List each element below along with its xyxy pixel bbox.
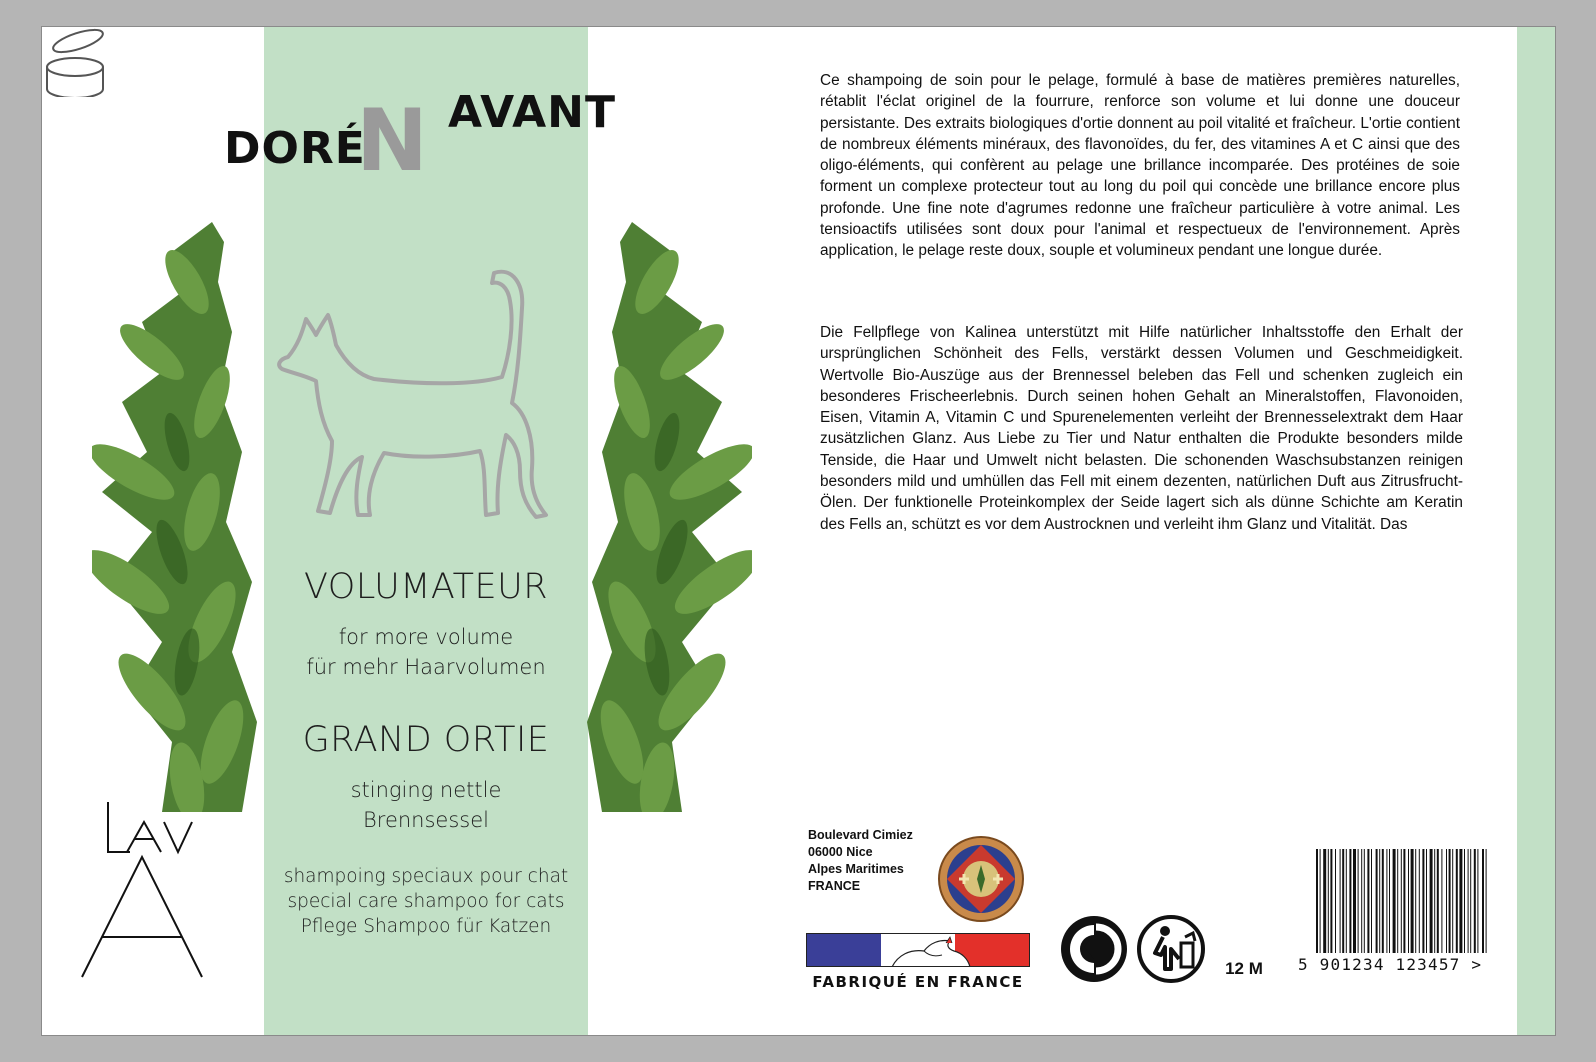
barcode-bar	[1340, 849, 1341, 953]
shampoo-description	[264, 864, 588, 939]
barcode-bar	[1376, 849, 1378, 953]
barcode-bar	[1482, 849, 1484, 953]
barcode-bar	[1446, 849, 1447, 953]
subtitle-de: für mehr Haarvolumen	[306, 655, 546, 679]
barcode-bar	[1430, 849, 1433, 953]
barcode-bar	[1459, 849, 1462, 953]
coat-of-arms-seal-icon	[937, 835, 1025, 923]
barcode-bar	[1367, 849, 1369, 953]
shampoo-desc-fr: shampoing speciaux pour chat	[283, 866, 569, 887]
address-line-country: FRANCE	[808, 879, 861, 893]
logo-avant-text: AVANT	[448, 87, 617, 138]
logo-dore-text: DORÉ	[224, 123, 366, 174]
barcode-bar	[1328, 849, 1329, 953]
barcode-bar	[1449, 849, 1451, 953]
manufacturer-address	[808, 827, 913, 895]
address-line-city: 06000 Nice	[808, 845, 873, 859]
volumateur-subtitle	[264, 622, 588, 682]
barcode-bar	[1403, 849, 1405, 953]
green-edge-stripe	[1517, 27, 1555, 1036]
subtitle-en: for more volume	[338, 625, 514, 649]
brand-logo	[224, 87, 664, 197]
ortie-subtitle-en: stinging nettle	[350, 778, 502, 802]
barcode-bar	[1441, 849, 1442, 953]
barcode-bar	[1393, 849, 1396, 953]
barcode-bar	[1358, 849, 1359, 953]
barcode-bar	[1434, 849, 1435, 953]
barcode-bar	[1452, 849, 1453, 953]
lav-monogram-logo	[72, 797, 222, 987]
barcode-bar	[1415, 849, 1416, 953]
barcode-bar	[1464, 849, 1465, 953]
period-after-opening-label: 12 M	[1225, 959, 1263, 978]
barcode-bar	[1401, 849, 1402, 953]
flag-border	[806, 933, 1030, 967]
barcode-bar	[1330, 849, 1332, 953]
product-title-volumateur: VOLUMATEUR	[303, 567, 549, 607]
barcode-bar	[1419, 849, 1420, 953]
nettle-plant-left-image	[92, 222, 262, 812]
barcode-bar	[1437, 849, 1439, 953]
made-in-france-badge	[806, 933, 1030, 993]
barcode-bar	[1382, 849, 1384, 953]
barcode-bar	[1486, 849, 1487, 953]
barcode-number: 5 901234 123457 >	[1298, 955, 1483, 974]
product-title-grand-ortie: GRAND ORTIE	[302, 720, 550, 760]
open-jar-icon	[42, 27, 108, 97]
address-line-region: Alpes Maritimes	[808, 862, 904, 876]
tidyman-recycle-icon	[1135, 913, 1207, 985]
cat-outline-icon	[274, 263, 564, 533]
barcode-bar	[1474, 849, 1476, 953]
barcode-bar	[1386, 849, 1387, 953]
green-dot-icon	[1058, 913, 1130, 985]
barcode-bar	[1468, 849, 1469, 953]
barcode-bar	[1335, 849, 1336, 953]
description-german: Die Fellpflege von Kalinea unterstützt mit Hilfe natürlicher Inhaltsstoffe den Erhalt der ursprünglichen Schönheit des Fells, verstärkt dessen Volumen und Geschmeidigkeit. Wertvolle Bio-Auszüge aus der Brennessel beleben das Fell und schenken zugleich ein besonderes Frischeerlebnis. Durch seinen hohen Gehalt an Mineralstoffen, Flavonoiden, Eisen, Vitamin A, Vitamin C und Spurenelementen verleiht der Brennesselextrakt dem Haar zusätzlichen Glanz. Aus Liebe zu Tier und Natur enthalten die Produkte besonders milde Tenside, die Haar und Umwelt nicht belasten. Die schonenden Waschsubstanzen reinigen besonders mild und umhüllen das Fell mit einem dezenten, natürlichen Duft aus Zitrusfrucht-Ölen. Der funktionelle Proteinkomplex der Seide lagert sich als dünne Schichte am Keratin des Fells an, schützt es vor dem Austrocknen und verleiht ihm Glanz und Vitalität. Das	[820, 324, 1463, 533]
barcode-image	[1314, 849, 1490, 957]
address-line-street: Boulevard Cimiez	[808, 828, 913, 842]
barcode-bar	[1320, 849, 1321, 953]
ortie-subtitle	[264, 775, 588, 835]
barcode-bar	[1379, 849, 1380, 953]
barcode-bar	[1411, 849, 1414, 953]
barcode-bar	[1426, 849, 1427, 953]
product-label	[41, 26, 1556, 1036]
shampoo-desc-en: special care shampoo for cats	[287, 891, 565, 912]
barcode-bar	[1349, 849, 1351, 953]
barcode-bar	[1470, 849, 1471, 953]
barcode-bar	[1316, 849, 1318, 953]
barcode-bar	[1353, 849, 1356, 953]
logo-n-letter: N	[356, 91, 429, 191]
barcode-bar	[1346, 849, 1347, 953]
barcode-bar	[1323, 849, 1326, 953]
shampoo-desc-de: Pflege Shampoo für Katzen	[300, 916, 552, 937]
ortie-subtitle-de: Brennsessel	[363, 808, 489, 832]
barcode-bar	[1371, 849, 1372, 953]
barcode-bar	[1456, 849, 1458, 953]
barcode-bar	[1422, 849, 1424, 953]
barcode-bar	[1397, 849, 1398, 953]
barcode-bar	[1361, 849, 1362, 953]
barcode-bar	[1364, 849, 1365, 953]
description-french: Ce shampoing de soin pour le pelage, formulé à base de matières premières naturelles, rétablit l'éclat originel de la fourrure, renforce son volume et lui donne une douceur persistante. Des extraits biologiques d'ortie donnent au poil vitalité et fraîcheur. L'ortie contient de nombreux éléments minéraux, des flavonoïdes, du fer, des vitamines A et C ainsi que des oligo-éléments, qui confèrent au pelage une brillance incomparée. Des protéines de soie forment un complexe protecteur tout au long du poil qui concède une brillance encore plus profonde. Une fine note d'agrumes redonne une fraîcheur particulière à votre animal. Les tensioactifs utilisées sont doux pour l'animal et respectueux de l'environnement. Après application, le pelage reste doux, souple et volumineux pendant une longue durée.	[820, 72, 1460, 260]
barcode-bar	[1342, 849, 1344, 953]
barcode-bar	[1389, 849, 1390, 953]
nettle-plant-right-image	[582, 222, 752, 812]
barcode-bar	[1408, 849, 1409, 953]
barcode-bar	[1477, 849, 1478, 953]
made-in-france-text: FABRIQUÉ EN FRANCE	[812, 973, 1024, 991]
